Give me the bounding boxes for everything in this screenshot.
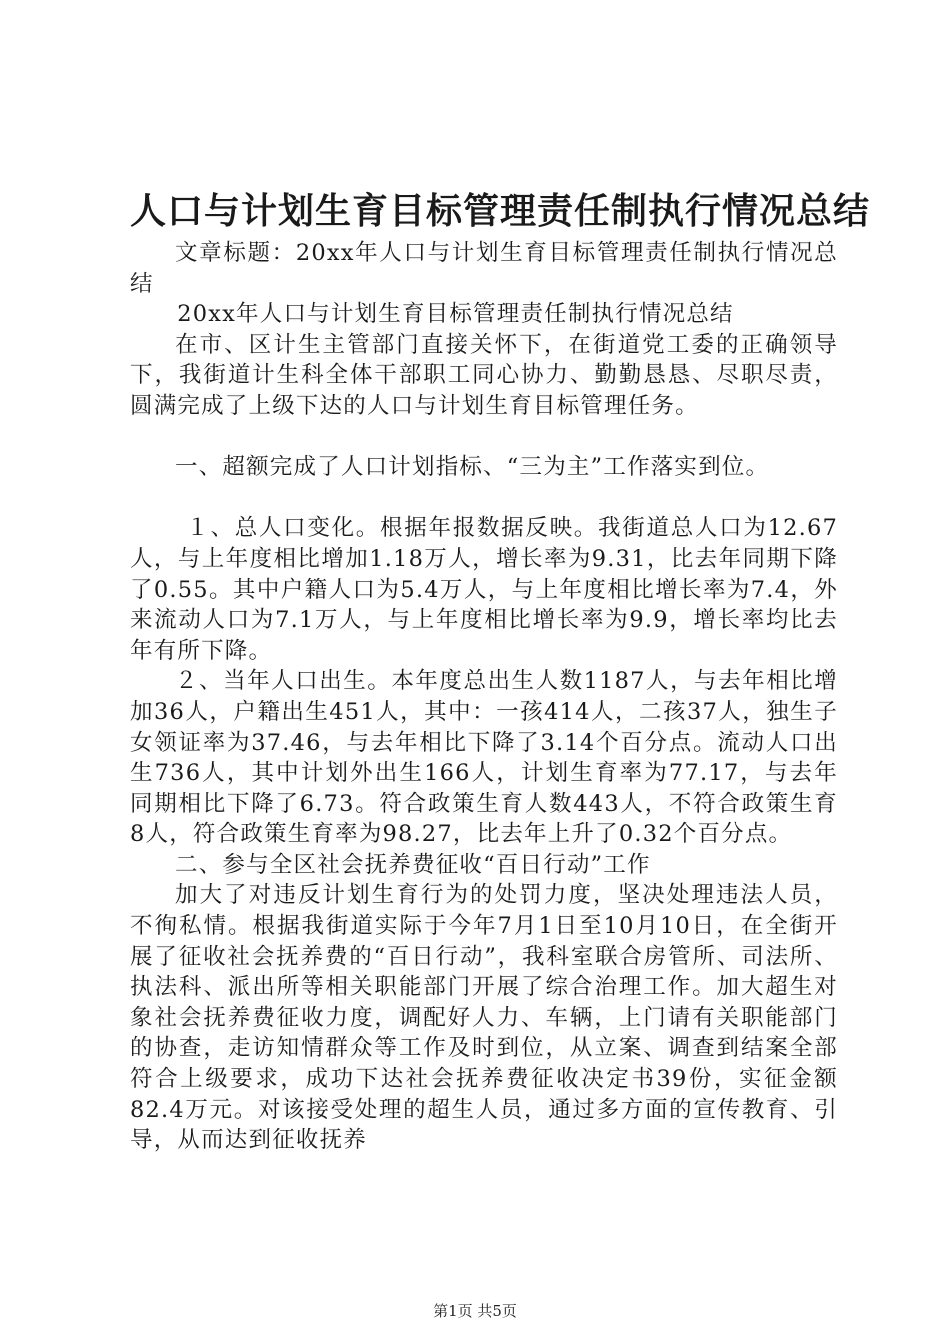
fee-collection-paragraph: 加大了对违反计划生育行为的处罚力度，坚决处理违法人员，不徇私情。根据我街道实际于今年7月1日至10月10日，在全街开展了征收社会抚养费的“百日行动”，我科室联合房管所、司法所、执法科、派出所等相关职能部门开展了综合治理工作。加大超生对象社会抚养费征收力度，调配好人力、车辆，上门请有关职能部门的协查，走访知情群众等工作及时到位，从立案、调查到结案全部符合上级要求，成功下达社会抚养费征收决定书39份，实征金额82.4万元。对该接受处理的超生人员，通过多方面的宣传教育、引导，从而达到征收抚养 — [130, 882, 838, 1154]
subtitle-line: 20xx年人口与计划生育目标管理责任制执行情况总结 — [177, 301, 734, 328]
document-body — [130, 238, 838, 1156]
paragraph-gap — [130, 422, 838, 453]
page-footer: 第1页 共5页 — [433, 1302, 517, 1320]
paragraph-gap — [130, 483, 838, 514]
article-title-line: 文章标题：20xx年人口与计划生育目标管理责任制执行情况总结 — [130, 240, 838, 297]
births-paragraph: ２、当年人口出生。本年度总出生人数1187人，与去年相比增加36人，户籍出生451人，其中：一孩414人，二孩37人，独生子女领证率为37.46，与去年相比下降了3.14个百分点。流动人口出生736人，其中计划外出生166人，计划生育率为77.17，与去年同期相比下降了6.73。符合政策生育人数443人，不符合政策生育8人，符合政策生育率为98.27，比去年上升了0.32个百分点。 — [130, 668, 838, 848]
section-heading-1: 一、超额完成了人口计划指标、“三为主”工作落实到位。 — [175, 454, 770, 481]
document-title: 人口与计划生育目标管理责任制执行情况总结 — [130, 190, 871, 232]
intro-paragraph: 在市、区计生主管部门直接关怀下，在街道党工委的正确领导下，我街道计生科全体干部职工同心协力、勤勤恳恳、尽职尽责，圆满完成了上级下达的人口与计划生育目标管理任务。 — [130, 331, 838, 419]
section-heading-2: 二、参与全区社会抚养费征收“百日行动”工作 — [175, 851, 651, 878]
population-change-paragraph: １、总人口变化。根据年报数据反映。我街道总人口为12.67人，与上年度相比增加1.18万人，增长率为9.31，比去年同期下降了0.55。其中户籍人口为5.4万人，与上年度相比增长率为7.4，外来流动人口为7.1万人，与上年度相比增长率为9.9，增长率均比去年有所下降。 — [130, 515, 838, 664]
